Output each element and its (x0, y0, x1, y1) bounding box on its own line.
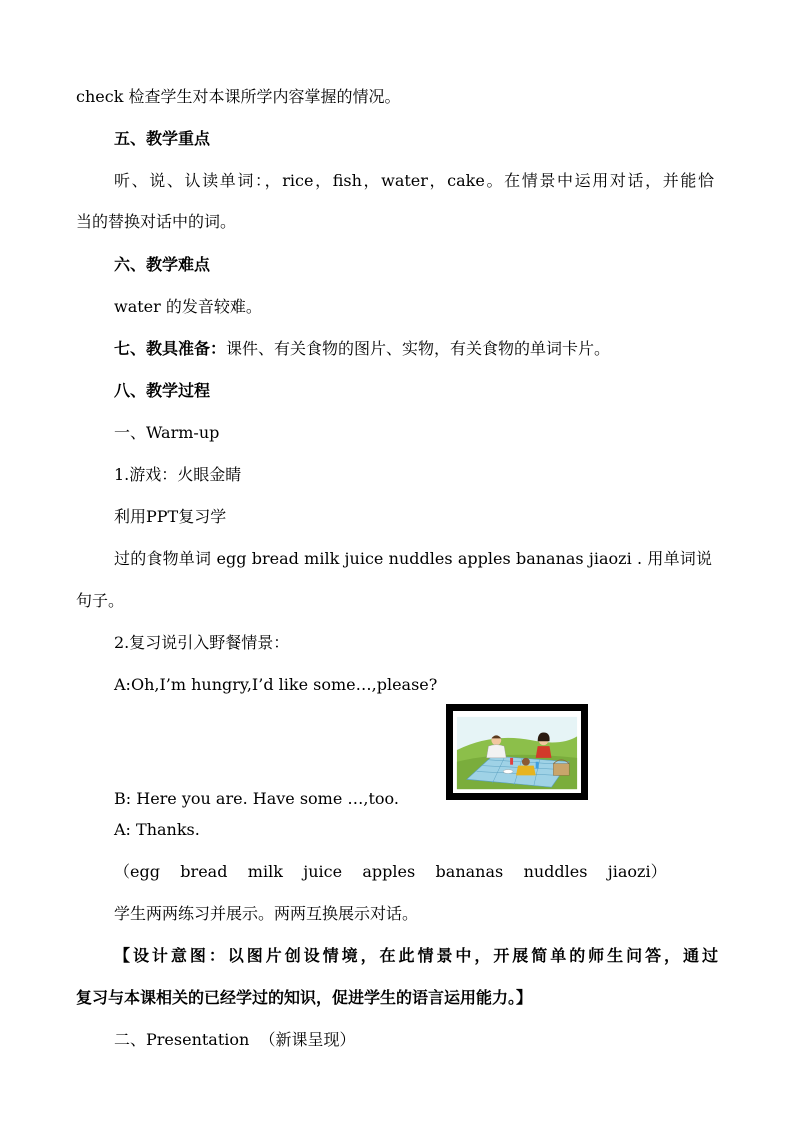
picnic-image (446, 704, 588, 800)
paragraph-food-words: 过的食物单词 egg bread milk juice nuddles apples bananas jiaozi . 用单词说 (114, 549, 712, 568)
paragraph-check: check 检查学生对本课所学内容掌握的情况。 (76, 87, 401, 106)
dialogue-b-line: B: Here you are. Have some …,too. (114, 789, 399, 808)
food-word-list: （egg bread milk juice apples bananas nuddles jiaozi） (114, 862, 667, 881)
heading-teaching-focus: 五、教学重点 (114, 129, 211, 148)
section-warm-up: 一、Warm-up (114, 423, 220, 442)
heading-teaching-process: 八、教学过程 (114, 381, 211, 400)
dialogue-a-line1: A:Oh,I’m hungry,I’d like some…,please? (114, 675, 438, 694)
paragraph-food-words-end: 句子。 (76, 591, 125, 610)
paragraph-ppt-review: 利用PPT复习学 (114, 507, 227, 526)
paragraph-teaching-aids (114, 338, 610, 360)
section-presentation: 二、Presentation （新课呈现） (114, 1030, 356, 1049)
step-game: 1.游戏：火眼金睛 (114, 465, 242, 484)
design-intent-line2: 复习与本课相关的已经学过的知识，促进学生的语言运用能力。】 (76, 988, 533, 1007)
step-picnic-scene: 2.复习说引入野餐情景： (114, 633, 290, 652)
dialogue-a-line2: A: Thanks. (114, 820, 200, 839)
heading-teaching-difficulty: 六、教学难点 (114, 255, 211, 274)
paragraph-pair-practice: 学生两两练习并展示。两两互换展示对话。 (114, 904, 419, 923)
paragraph-focus-line1: 听、说、认读单词：，rice，fish，water，cake。在情景中运用对话，并能恰 (114, 171, 714, 190)
teaching-aids-label: 七、教具准备： (114, 339, 227, 358)
paragraph-focus-line2: 当的替换对话中的词。 (76, 212, 237, 231)
teaching-aids-text: 课件、有关食物的图片、实物，有关食物的单词卡片。 (226, 339, 611, 358)
design-intent-line1: 【设计意图：以图片创设情境，在此情景中，开展简单的师生问答，通过 (114, 946, 718, 965)
paragraph-difficulty: water 的发音较难。 (114, 297, 262, 316)
